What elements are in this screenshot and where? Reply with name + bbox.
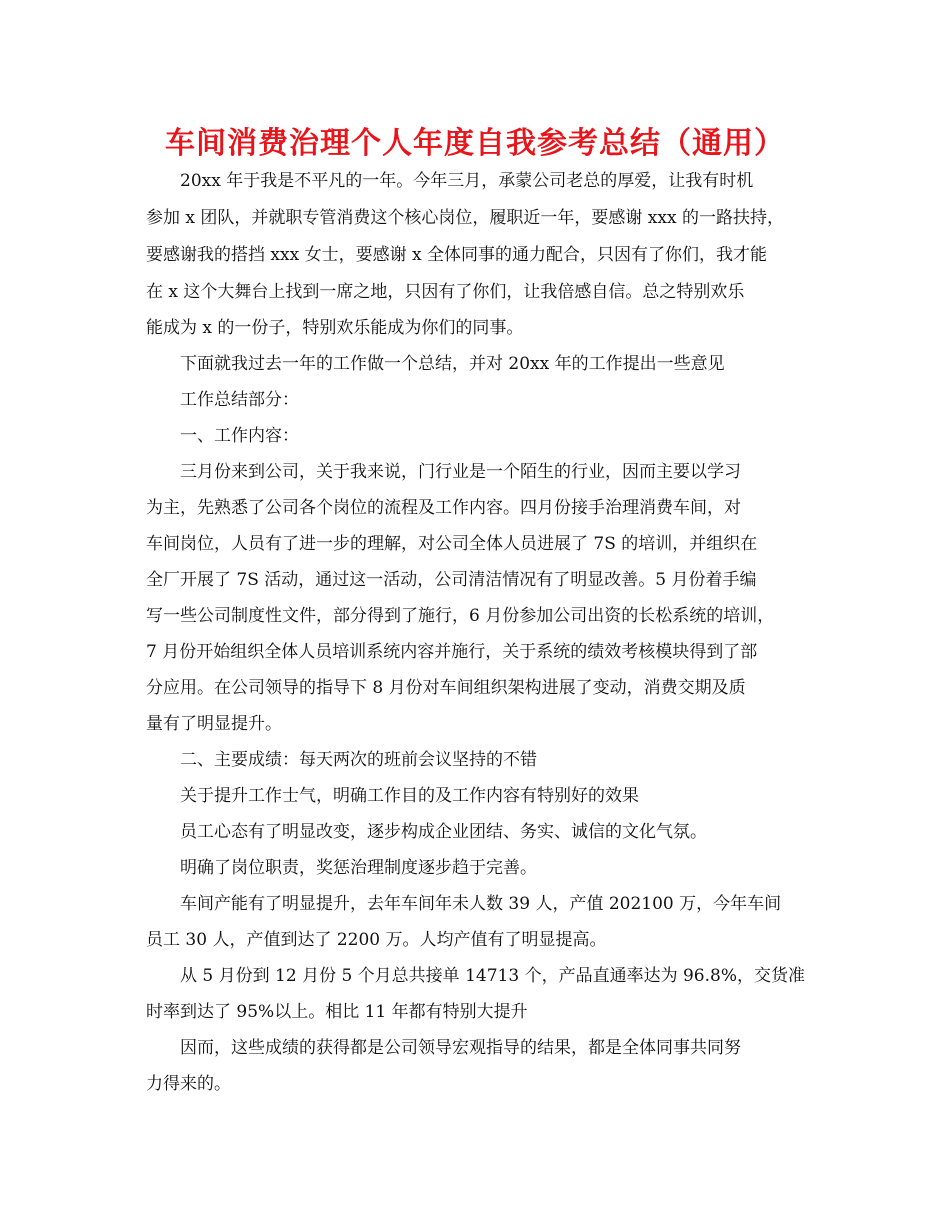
paragraph-line: 在 x 这个大舞台上找到一席之地，只因有了你们，让我倍感自信。总之特别欢乐 bbox=[146, 282, 745, 302]
paragraph-line: 员工心态有了明显改变，逐步构成企业团结、务实、诚信的文化气氛。 bbox=[180, 822, 707, 842]
paragraph-line: 三月份来到公司，关于我来说，门行业是一个陌生的行业，因而主要以学习 bbox=[180, 462, 741, 482]
section-heading: 工作总结部分： bbox=[180, 390, 299, 410]
paragraph-line: 量有了明显提升。 bbox=[146, 714, 282, 734]
paragraph-line: 7 月份开始组织全体人员培训系统内容并施行，关于系统的绩效考核模块得到了部 bbox=[146, 642, 758, 662]
paragraph-line: 从 5 月份到 12 月份 5 个月总共接单 14713 个，产品直通率达为 96.8%，交货准 bbox=[180, 966, 805, 986]
paragraph-line: 车间岗位，人员有了进一步的理解，对公司全体人员进展了 7S 的培训，并组织在 bbox=[146, 534, 758, 554]
section-heading: 一、工作内容： bbox=[180, 426, 299, 446]
paragraph-line: 能成为 x 的一份子，特别欢乐能成为你们的同事。 bbox=[146, 318, 524, 338]
paragraph-line: 力得来的。 bbox=[146, 1074, 231, 1094]
paragraph-line: 要感谢我的搭挡 xxx 女士，要感谢 x 全体同事的通力配合，只因有了你们，我才能 bbox=[146, 245, 767, 265]
paragraph-line: 写一些公司制度性文件，部分得到了施行，6 月份参加公司出资的长松系统的培训， bbox=[146, 606, 775, 626]
section-heading: 二、主要成绩：每天两次的班前会议坚持的不错 bbox=[180, 750, 537, 770]
paragraph-line: 20xx 年于我是不平凡的一年。今年三月，承蒙公司老总的厚爱，让我有时机 bbox=[180, 171, 754, 191]
paragraph-line: 下面就我过去一年的工作做一个总结，并对 20xx 年的工作提出一些意见 bbox=[180, 354, 725, 374]
paragraph-line: 时率到达了 95%以上。相比 11 年都有特别大提升 bbox=[146, 1002, 528, 1022]
paragraph-line: 参加 x 团队，并就职专管消费这个核心岗位，履职近一年，要感谢 xxx 的一路扶持， bbox=[146, 208, 784, 228]
paragraph-line: 分应用。在公司领导的指导下 8 月份对车间组织架构进展了变动，消费交期及质 bbox=[146, 678, 746, 698]
paragraph-line: 明确了岗位职责，奖惩治理制度逐步趋于完善。 bbox=[180, 858, 537, 878]
paragraph-line: 员工 30 人，产值到达了 2200 万。人均产值有了明显提高。 bbox=[146, 930, 607, 950]
paragraph-line: 为主，先熟悉了公司各个岗位的流程及工作内容。四月份接手治理消费车间，对 bbox=[146, 498, 741, 518]
paragraph-line: 关于提升工作士气，明确工作目的及工作内容有特别好的效果 bbox=[180, 786, 639, 806]
paragraph-line: 因而，这些成绩的获得都是公司领导宏观指导的结果，都是全体同事共同努 bbox=[180, 1038, 741, 1058]
paragraph-line: 车间产能有了明显提升，去年车间年未人数 39 人，产值 202100 万，今年车间 bbox=[180, 894, 782, 914]
document-title: 车间消费治理个人年度自我参考总结（通用） bbox=[165, 126, 785, 161]
paragraph-line: 全厂开展了 7S 活动，通过这一活动，公司清洁情况有了明显改善。5 月份着手编 bbox=[146, 570, 757, 590]
